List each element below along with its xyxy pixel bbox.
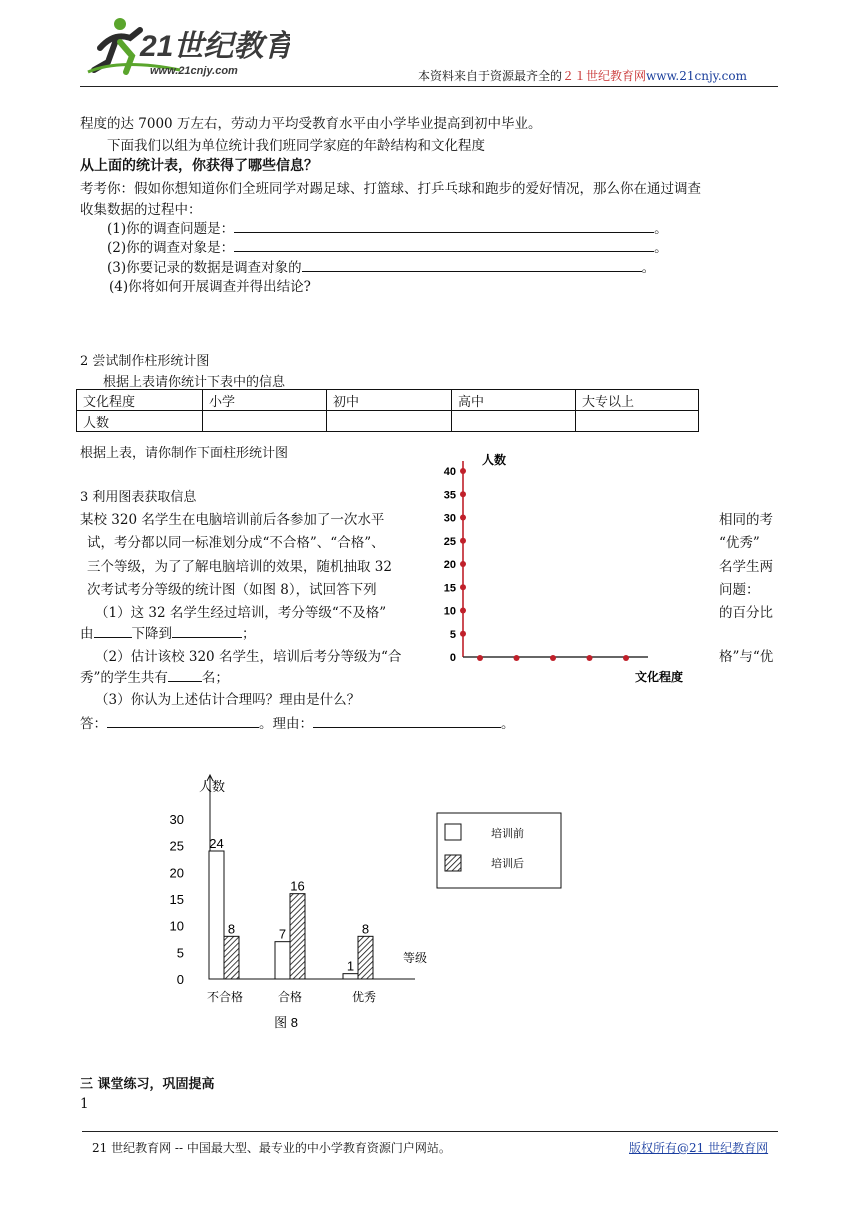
s3-line-7: （2）估计该校 320 名学生，培训后考分等级为“合 (95, 649, 402, 665)
y-tick-label: 35 (443, 489, 456, 502)
x-tick-dot (623, 655, 629, 661)
q3-blank[interactable] (302, 259, 642, 272)
blank-from[interactable] (94, 625, 132, 638)
s3-line-4-right: 问题： (719, 582, 760, 598)
bar (290, 894, 305, 979)
s3-line-3-right: 名学生两 (719, 559, 773, 575)
legend (437, 813, 561, 888)
blank-count[interactable] (168, 669, 202, 682)
x-tick-dot (587, 655, 593, 661)
q2-blank[interactable] (234, 239, 654, 252)
table-cell-input[interactable] (576, 411, 699, 432)
y-tick-label: 20 (443, 559, 456, 571)
q2-label: (2)你的调查对象是： (107, 240, 235, 256)
s3-line-1: 某校 320 名学生在电脑培训前后各参加了一次水平 (80, 512, 385, 528)
y-tick-label: 10 (443, 605, 456, 618)
s3-line-2: 试，考分都以同一标准划分成“不合格”、“合格”、 (87, 535, 385, 551)
s3-line-9: （3）你认为上述估计合理吗？理由是什么？ (95, 692, 361, 708)
table-cell: 小学 (203, 390, 327, 411)
exercise-number: 1 (80, 1096, 89, 1112)
y-axis-label: 人数 (199, 779, 226, 794)
question-heading: 从上面的统计表，你获得了哪些信息？ (80, 158, 318, 174)
bar-chart-figure-8 (150, 765, 570, 1040)
y-tick-label: 30 (443, 512, 456, 525)
legend-swatch-before (445, 824, 461, 840)
x-tick-label: 合格 (277, 990, 303, 1004)
item-q4: (4)你将如何开展调查并得出结论? (109, 279, 311, 295)
y-tick-dot (460, 538, 466, 544)
q3-label: (3)你要记录的数据是调查对象的 (107, 260, 302, 276)
bar-value-label: 24 (209, 836, 224, 851)
y-tick-label: 25 (169, 838, 184, 854)
bar (209, 851, 224, 979)
blank-to[interactable] (172, 625, 242, 638)
section-three-title: 三 课堂练习，巩固提高 (80, 1077, 215, 1092)
footer-divider (82, 1131, 778, 1132)
s3-line-6 (80, 622, 256, 642)
header-note-text: 本资料来自于资源最齐全的 (418, 69, 563, 83)
header-divider (80, 86, 778, 87)
q1-period: 。 (654, 221, 668, 237)
y-tick-dot (460, 468, 466, 474)
y-tick-label: 15 (443, 582, 456, 595)
section-3-title: 3 利用图表获取信息 (80, 490, 197, 505)
legend-swatch-after (445, 855, 461, 871)
bar (275, 942, 290, 979)
x-tick-dot (550, 655, 556, 661)
s3-line-7-right: 格”与“优 (719, 649, 774, 665)
x-tick-dot (477, 655, 483, 661)
table-cell: 初中 (327, 390, 452, 411)
copyright-link[interactable]: 版权所有@21 世纪教育网 (629, 1141, 769, 1155)
header-brand: ２１世纪教育网 (562, 69, 647, 83)
table-cell: 高中 (452, 390, 576, 411)
answer-label: 答： (80, 716, 107, 732)
y-tick-label: 20 (169, 865, 184, 881)
item-q2 (107, 236, 668, 256)
y-tick-label: 30 (169, 812, 184, 827)
x-tick-label: 不合格 (206, 990, 244, 1004)
figure-caption: 图 8 (274, 1015, 298, 1030)
paragraph-4a: 考考你：假如你想知道你们全班同学对踢足球、打篮球、打乒乓球和跑步的爱好情况，那么你在通过调查 (80, 181, 701, 197)
q1-blank[interactable] (234, 220, 654, 233)
x-axis-label: 文化程度 (635, 670, 684, 684)
x-axis-label: 等级 (403, 951, 428, 965)
paragraph-2: 下面我们以组为单位统计我们班同学家庭的年龄结构和文化程度 (107, 138, 485, 154)
s3-line-6-b: 下降到 (131, 626, 172, 642)
q2-period: 。 (654, 240, 668, 256)
table-cell-input[interactable] (452, 411, 576, 432)
y-tick-label: 5 (449, 628, 456, 641)
y-tick-dot (460, 491, 466, 497)
s3-line-3: 三个等级，为了了解电脑培训的效果，随机抽取 32 (87, 559, 392, 575)
item-q3 (107, 256, 655, 276)
paragraph-1: 程度的达 7000 万左右，劳动力平均受教育水平由小学毕业提高到初中毕业。 (80, 116, 542, 132)
item-q1 (107, 217, 668, 237)
bar-value-label: 16 (290, 878, 305, 894)
paragraph-4b: 收集数据的过程中： (80, 202, 202, 218)
reason-label: 。理由： (259, 716, 313, 732)
s3-line-8-a: 秀”的学生共有 (80, 670, 168, 686)
section-2-intro: 根据上表请你统计下表中的信息 (103, 375, 286, 390)
section-2-title: 2 尝试制作柱形统计图 (80, 354, 210, 369)
legend-label: 培训后 (491, 858, 524, 870)
y-tick-label: 10 (169, 918, 184, 934)
bar-value-label: 1 (346, 958, 355, 974)
y-tick-dot (460, 608, 466, 614)
answer-blank[interactable] (107, 715, 259, 728)
s3-line-5-right: 的百分比 (719, 605, 773, 621)
q1-label: (1)你的调查问题是： (107, 221, 235, 237)
y-tick-label: 5 (176, 945, 184, 961)
bar (343, 974, 358, 979)
s3-line-4: 次考试考分等级的统计图（如图 8），试回答下列 (87, 582, 377, 598)
y-tick-label: 0 (176, 972, 184, 987)
y-axis-label: 人数 (482, 453, 507, 467)
s3-line-8-b: 名； (201, 670, 229, 686)
table-cell-input[interactable] (203, 411, 327, 432)
table-cell-input[interactable] (327, 411, 452, 432)
bar (358, 936, 373, 979)
y-tick-label: 40 (443, 466, 456, 478)
bar (224, 936, 239, 979)
logo-url: www.21cnjy.com (150, 65, 238, 77)
s3-line-6-a: 由 (80, 626, 94, 642)
header-note (418, 67, 747, 84)
legend-label: 培训前 (491, 828, 524, 840)
logo-graphic (80, 10, 290, 82)
answer-line (80, 712, 515, 732)
x-tick-label: 优秀 (351, 990, 377, 1004)
table-cell: 文化程度 (77, 390, 203, 411)
header-site-link[interactable]: www.21cnjy.com (646, 69, 747, 83)
x-tick-dot (514, 655, 520, 661)
y-tick-label: 25 (443, 535, 456, 548)
y-tick-label: 15 (169, 892, 184, 907)
answer-period: 。 (501, 716, 515, 732)
y-tick-dot (460, 515, 466, 521)
table-cell: 大专以上 (576, 390, 699, 411)
s3-line-5: （1）这 32 名学生经过培训，考分等级“不及格” (95, 605, 387, 621)
blank-axes-chart[interactable] (436, 448, 706, 688)
education-table (76, 389, 699, 432)
bar-value-label: 7 (278, 926, 287, 942)
y-tick-label: 0 (449, 652, 456, 664)
s3-line-2-right: “优秀” (719, 535, 760, 551)
s3-line-1-right: 相同的考 (719, 512, 773, 528)
bar-value-label: 8 (361, 921, 370, 937)
table-row (77, 390, 699, 411)
y-tick-dot (460, 631, 466, 637)
section-2-after: 根据上表，请你制作下面柱形统计图 (80, 446, 289, 461)
y-tick-dot (460, 584, 466, 590)
y-tick-dot (460, 561, 466, 567)
table-cell: 人数 (77, 411, 203, 432)
logo (80, 10, 290, 82)
logo-text: 21世纪教育 (140, 30, 290, 63)
footer-text: 21 世纪教育网 -- 中国最大型、最专业的中小学教育资源门户网站。 (92, 1141, 451, 1155)
reason-blank[interactable] (313, 715, 501, 728)
s3-line-6-c: ； (242, 626, 256, 642)
s3-line-8 (80, 666, 229, 686)
q3-period: 。 (641, 260, 656, 276)
table-row (77, 411, 699, 432)
bar-value-label: 8 (227, 921, 236, 937)
